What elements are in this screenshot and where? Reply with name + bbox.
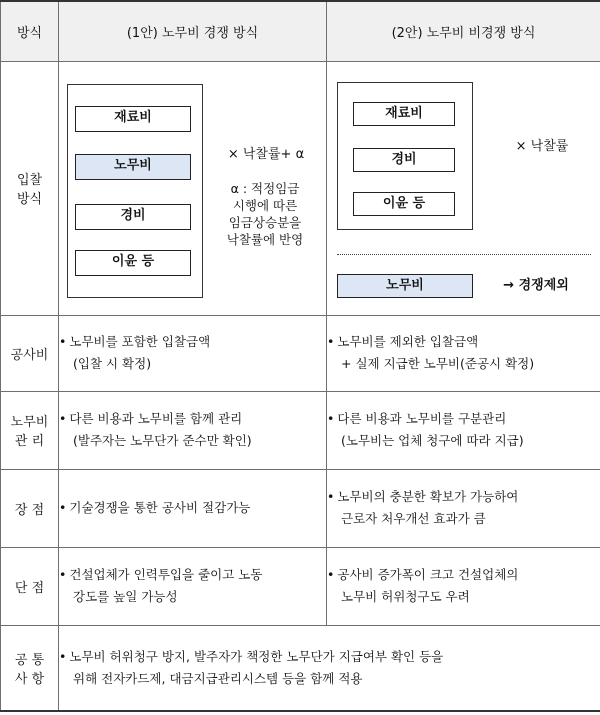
plan2-labor-box: 노무비 <box>337 274 473 298</box>
header-plan2: (2안) 노무비 비경쟁 방식 <box>327 1 600 61</box>
plan2-profit-box: 이윤 등 <box>353 192 455 216</box>
bidding-plan1 <box>59 61 327 315</box>
header-plan1: (1안) 노무비 경쟁 방식 <box>59 1 327 61</box>
cost-label: 공사비 <box>1 315 59 391</box>
bidding-plan2 <box>327 61 600 315</box>
bidding-label: 입찰 방식 <box>1 61 59 315</box>
management-plan2: • 다른 비용과 노무비를 구분관리 (노무비는 업체 청구에 따라 지급) <box>327 391 600 469</box>
merit-plan1: • 기술경쟁을 통한 공사비 절감가능 <box>59 469 327 547</box>
plan2-divider <box>337 254 591 255</box>
management-label: 노무비 관 리 <box>1 391 59 469</box>
merit-plan2: • 노무비의 충분한 확보가 가능하여 근로자 처우개선 효과가 큼 <box>327 469 600 547</box>
common-row <box>1 625 600 711</box>
management-row <box>1 391 600 469</box>
management-plan1: • 다른 비용과 노무비를 함께 관리 (발주자는 노무단가 준수만 확인) <box>59 391 327 469</box>
common-content: • 노무비 허위청구 방지, 발주자가 책정한 노무단가 지급여부 확인 등을 위해 전자카드제, 대금지급관리시스템 등을 함께 적용 <box>59 625 600 711</box>
plan2-expense-box: 경비 <box>353 148 455 172</box>
demerit-row <box>1 547 600 625</box>
common-label: 공 통 사 항 <box>1 625 59 711</box>
demerit-plan2: • 공사비 증가폭이 크고 건설업체의 노무비 허위청구도 우려 <box>327 547 600 625</box>
bidding-row <box>1 61 600 315</box>
header-method: 방식 <box>1 1 59 61</box>
plan2-excluded-note: → 경쟁제외 <box>503 278 569 293</box>
header-row <box>1 1 600 61</box>
plan2-multiplier: × 낙찰률 <box>515 139 569 154</box>
plan1-labor-box: 노무비 <box>75 154 191 180</box>
merit-label: 장 점 <box>1 469 59 547</box>
demerit-plan1: • 건설업체가 인력투입을 줄이고 노동 강도를 높일 가능성 <box>59 547 327 625</box>
plan2-material-box: 재료비 <box>353 102 455 126</box>
plan1-material-box: 재료비 <box>75 106 191 132</box>
plan1-profit-box: 이윤 등 <box>75 250 191 276</box>
plan1-alpha-note: α : 적정임금 시행에 따른 임금상승분을 낙찰률에 반영 <box>226 181 304 247</box>
cost-row <box>1 315 600 391</box>
plan1-expense-box: 경비 <box>75 204 191 230</box>
cost-plan1: • 노무비를 포함한 입찰금액 (입찰 시 확정) <box>59 315 327 391</box>
merit-row <box>1 469 600 547</box>
cost-plan2: • 노무비를 제외한 입찰금액 + 실제 지급한 노무비(준공시 확정) <box>327 315 600 391</box>
demerit-label: 단 점 <box>1 547 59 625</box>
plan1-multiplier: × 낙찰률+ α <box>227 147 305 162</box>
